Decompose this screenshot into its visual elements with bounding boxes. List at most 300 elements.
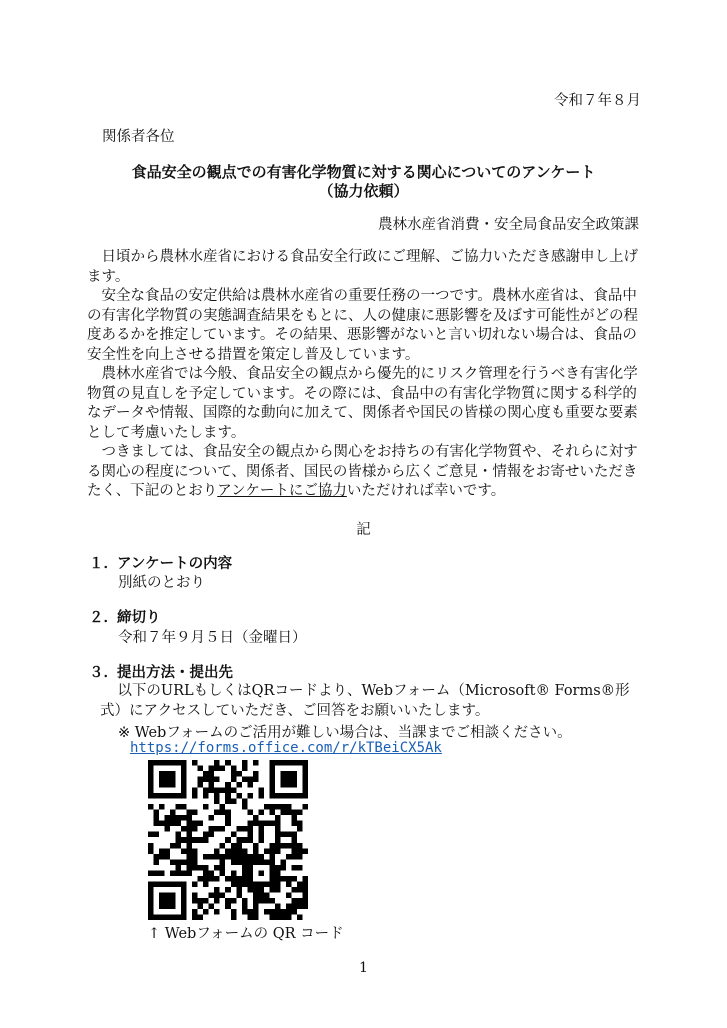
qr-module (286, 843, 292, 849)
qr-module (231, 848, 237, 854)
qr-module (275, 793, 281, 799)
qr-module (220, 826, 226, 832)
qr-module (236, 859, 242, 865)
qr-module (286, 810, 292, 816)
qr-module (247, 837, 253, 843)
qr-module (203, 771, 209, 777)
request-underlined-text: アンケートにご協力 (217, 483, 347, 499)
qr-module (253, 843, 259, 849)
qr-module (269, 821, 275, 827)
qr-module (154, 870, 160, 876)
qr-module (148, 843, 154, 849)
qr-module (181, 782, 187, 788)
qr-module (253, 777, 259, 783)
qr-module (258, 870, 264, 876)
qr-module (220, 865, 226, 871)
qr-module (214, 854, 220, 860)
qr-module (280, 914, 286, 920)
qr-module (209, 854, 215, 860)
qr-module (242, 854, 248, 860)
qr-module (148, 793, 154, 799)
qr-module (247, 870, 253, 876)
qr-module (275, 826, 281, 832)
qr-module (170, 777, 176, 783)
qr-module (264, 909, 270, 915)
qr-module (231, 881, 237, 887)
addressee: 関係者各位 (102, 129, 175, 145)
qr-module (220, 870, 226, 876)
qr-module (242, 881, 248, 887)
qr-module (264, 881, 270, 887)
qr-module (291, 843, 297, 849)
qr-module (269, 881, 275, 887)
qr-module (148, 892, 154, 898)
qr-module (181, 815, 187, 821)
qr-module (236, 876, 242, 882)
qr-module (225, 837, 231, 843)
qr-module (159, 804, 165, 810)
qr-module (253, 848, 259, 854)
qr-module (159, 782, 165, 788)
qr-module (231, 854, 237, 860)
qr-module (209, 766, 215, 772)
qr-module (269, 876, 275, 882)
qr-module (231, 777, 237, 783)
qr-module (209, 892, 215, 898)
qr-module (242, 865, 248, 871)
qr-module (192, 892, 198, 898)
ki-marker: 記 (356, 522, 371, 538)
qr-module (225, 810, 231, 816)
qr-module (231, 914, 237, 920)
qr-module (286, 881, 292, 887)
qr-module (170, 815, 176, 821)
qr-module (214, 760, 220, 766)
qr-module (286, 782, 292, 788)
qr-module (148, 887, 154, 893)
qr-module (302, 876, 308, 882)
section-2-title: 締切り (117, 610, 161, 626)
qr-module (275, 843, 281, 849)
qr-module (198, 898, 204, 904)
qr-module (258, 810, 264, 816)
qr-module (302, 788, 308, 794)
qr-module (159, 854, 165, 860)
qr-module (242, 848, 248, 854)
request-text-before: つきましては、食品安全の観点から関心をお持ちの有害化学物質や、それらに対する関心の程度について、関係者、国民の皆様から広くご意見・情報をお寄せいただきたく、下記のとおり (87, 444, 638, 499)
qr-module (209, 903, 215, 909)
qr-module (297, 760, 303, 766)
qr-module (225, 903, 231, 909)
qr-module (269, 909, 275, 915)
qr-module (286, 876, 292, 882)
qr-module (148, 760, 154, 766)
qr-module (280, 832, 286, 838)
qr-module (220, 788, 226, 794)
qr-module (165, 848, 171, 854)
qr-module (165, 771, 171, 777)
qr-module (148, 782, 154, 788)
qr-module (154, 760, 160, 766)
qr-module (280, 876, 286, 882)
body-text (87, 248, 647, 502)
qr-module (231, 832, 237, 838)
qr-module (176, 821, 182, 827)
qr-module (192, 865, 198, 871)
qr-module (264, 892, 270, 898)
qr-module (203, 854, 209, 860)
qr-module (264, 821, 270, 827)
qr-module (203, 870, 209, 876)
qr-module (264, 859, 270, 865)
qr-module (291, 777, 297, 783)
qr-module (159, 821, 165, 827)
qr-module (242, 760, 248, 766)
qr-module (214, 788, 220, 794)
qr-module (302, 887, 308, 893)
qr-module (209, 870, 215, 876)
qr-module (302, 804, 308, 810)
qr-module (187, 837, 193, 843)
qr-module (192, 821, 198, 827)
qr-module (203, 898, 209, 904)
qr-module (192, 914, 198, 920)
qr-module (247, 826, 253, 832)
qr-module (170, 898, 176, 904)
qr-module (236, 782, 242, 788)
qr-module (192, 898, 198, 904)
qr-module (181, 859, 187, 865)
qr-module (253, 898, 259, 904)
qr-module (275, 821, 281, 827)
qr-module (236, 826, 242, 832)
qr-module (220, 766, 226, 772)
qr-module (209, 782, 215, 788)
qr-module (187, 859, 193, 865)
qr-module (280, 771, 286, 777)
qr-module (214, 848, 220, 854)
qr-module (214, 793, 220, 799)
qr-module (302, 881, 308, 887)
qr-module (214, 887, 220, 893)
section-1-heading (89, 552, 232, 573)
qr-module (253, 903, 259, 909)
qr-module (148, 788, 154, 794)
qr-module (269, 898, 275, 904)
qr-module (280, 843, 286, 849)
qr-module (181, 804, 187, 810)
qr-module (297, 887, 303, 893)
qr-module (148, 766, 154, 772)
qr-module (192, 881, 198, 887)
qr-module (209, 826, 215, 832)
qr-module (154, 832, 160, 838)
qr-module (220, 843, 226, 849)
qr-module (275, 865, 281, 871)
qr-module (159, 892, 165, 898)
qr-module (269, 760, 275, 766)
qr-module (176, 815, 182, 821)
qr-module (181, 766, 187, 772)
qr-module (165, 898, 171, 904)
qr-module (275, 760, 281, 766)
qr-module (148, 914, 154, 920)
qr-module (291, 898, 297, 904)
qr-module (165, 903, 171, 909)
qr-module (181, 898, 187, 904)
qr-module (165, 854, 171, 860)
qr-module (225, 788, 231, 794)
qr-module (258, 887, 264, 893)
qr-module (220, 859, 226, 865)
qr-module (280, 865, 286, 871)
qr-module (165, 782, 171, 788)
qr-module (231, 876, 237, 882)
qr-module (165, 793, 171, 799)
qr-module (192, 760, 198, 766)
qr-module (148, 881, 154, 887)
qr-module (214, 909, 220, 915)
qr-module (247, 881, 253, 887)
section-1-title: アンケートの内容 (117, 556, 233, 572)
qr-module (220, 804, 226, 810)
qr-module (291, 760, 297, 766)
qr-module (181, 914, 187, 920)
qr-module (258, 821, 264, 827)
paragraph-review: 農林水産省では今般、食品安全の観点から優先的にリスク管理を行うべき有害化学物質の見直しを予定しています。その際には、食品中の有害化学物質に関する科学的なデータや情報、国際的な動向に加えて、関係者や国民の皆様の関心度も重要な要素として考慮いたします。 (87, 366, 638, 441)
qr-module (286, 914, 292, 920)
qr-module (258, 832, 264, 838)
qr-module (198, 782, 204, 788)
qr-module (192, 909, 198, 915)
qr-module (286, 903, 292, 909)
section-1-body: 別紙のとおり (118, 575, 205, 591)
qr-module (181, 870, 187, 876)
qr-module (198, 821, 204, 827)
qr-module (280, 859, 286, 865)
qr-module (176, 837, 182, 843)
qr-module (297, 881, 303, 887)
qr-module (231, 870, 237, 876)
qr-module (154, 881, 160, 887)
qr-module (159, 777, 165, 783)
qr-module (203, 881, 209, 887)
qr-module (242, 909, 248, 915)
qr-module (286, 793, 292, 799)
qr-module (253, 760, 259, 766)
qr-module (220, 854, 226, 860)
qr-module (170, 881, 176, 887)
qr-module (170, 821, 176, 827)
qr-module (291, 821, 297, 827)
qr-module (291, 848, 297, 854)
qr-module (159, 760, 165, 766)
qr-module (165, 826, 171, 832)
qr-module (242, 837, 248, 843)
qr-module (286, 760, 292, 766)
qr-module (170, 793, 176, 799)
qr-module (297, 826, 303, 832)
qr-module (247, 914, 253, 920)
qr-module (264, 804, 270, 810)
section-3-title: 提出方法・提出先 (117, 665, 233, 681)
qr-module (192, 788, 198, 794)
qr-module (209, 832, 215, 838)
qr-module (258, 898, 264, 904)
qr-module (165, 815, 171, 821)
qr-module (165, 892, 171, 898)
qr-module (154, 810, 160, 816)
qr-module (165, 760, 171, 766)
qr-module (275, 876, 281, 882)
qr-module (269, 804, 275, 810)
qr-module (286, 832, 292, 838)
qr-module (170, 771, 176, 777)
qr-module (253, 821, 259, 827)
qr-module (181, 892, 187, 898)
page-number: 1 (359, 960, 368, 976)
qr-module (275, 881, 281, 887)
qr-module (209, 876, 215, 882)
qr-module (286, 892, 292, 898)
qr-module (247, 876, 253, 882)
qr-module (231, 771, 237, 777)
section-2-heading (89, 606, 161, 627)
qr-module (253, 892, 259, 898)
qr-module (247, 821, 253, 827)
qr-module (214, 898, 220, 904)
qr-module (187, 848, 193, 854)
qr-module (242, 870, 248, 876)
qr-module (198, 777, 204, 783)
qr-module (291, 837, 297, 843)
qr-module (253, 881, 259, 887)
qr-module (280, 782, 286, 788)
qr-module (176, 859, 182, 865)
qr-module (253, 815, 259, 821)
qr-module (275, 870, 281, 876)
qr-module (181, 771, 187, 777)
qr-module (302, 892, 308, 898)
section-3-heading (89, 661, 233, 682)
qr-module (269, 788, 275, 794)
qr-module (187, 843, 193, 849)
form-link[interactable]: https://forms.office.com/r/kTBeiCX5Ak (130, 740, 442, 756)
qr-module (209, 815, 215, 821)
qr-module (258, 854, 264, 860)
qr-module (269, 843, 275, 849)
qr-module (159, 898, 165, 904)
qr-module (154, 793, 160, 799)
qr-module (297, 903, 303, 909)
qr-module (176, 760, 182, 766)
qr-module (297, 821, 303, 827)
section-2-body: 令和７年９月５日（金曜日） (118, 630, 307, 646)
qr-module (247, 782, 253, 788)
qr-module (225, 782, 231, 788)
qr-module (242, 859, 248, 865)
qr-module (280, 793, 286, 799)
qr-module (236, 843, 242, 849)
qr-module (154, 859, 160, 865)
qr-module (258, 788, 264, 794)
qr-module (258, 881, 264, 887)
qr-module (148, 848, 154, 854)
qr-module (148, 777, 154, 783)
qr-module (225, 821, 231, 827)
qr-module (286, 804, 292, 810)
qr-module (220, 810, 226, 816)
qr-module (231, 909, 237, 915)
qr-module (269, 810, 275, 816)
qr-module (159, 881, 165, 887)
qr-module (280, 777, 286, 783)
qr-module (198, 865, 204, 871)
qr-module (198, 903, 204, 909)
qr-module (242, 876, 248, 882)
qr-module (286, 771, 292, 777)
qr-module (275, 914, 281, 920)
qr-module (247, 777, 253, 783)
qr-module (192, 837, 198, 843)
qr-module (176, 870, 182, 876)
qr-module (269, 777, 275, 783)
qr-module (214, 777, 220, 783)
qr-module (148, 909, 154, 915)
qr-module (181, 848, 187, 854)
qr-module (242, 898, 248, 904)
qr-module (187, 810, 193, 816)
qr-module (154, 821, 160, 827)
qr-module (269, 771, 275, 777)
document-date: 令和７年８月 (554, 93, 641, 109)
qr-module (258, 837, 264, 843)
qr-module (203, 837, 209, 843)
qr-module (258, 793, 264, 799)
qr-module (170, 810, 176, 816)
qr-module (181, 903, 187, 909)
qr-module (236, 892, 242, 898)
qr-module (302, 793, 308, 799)
qr-module (231, 766, 237, 772)
qr-module (302, 766, 308, 772)
qr-module (291, 810, 297, 816)
qr-module (225, 760, 231, 766)
qr-module (165, 914, 171, 920)
qr-module (297, 898, 303, 904)
qr-module (198, 914, 204, 920)
qr-module (203, 832, 209, 838)
document-title: 食品安全の観点での有害化学物質に対する関心についてのアンケート (131, 163, 596, 181)
qr-module (192, 848, 198, 854)
section-3-number: ３． (89, 665, 118, 681)
qr-module (302, 777, 308, 783)
qr-module (148, 898, 154, 904)
qr-module (187, 854, 193, 860)
qr-module (242, 799, 248, 805)
qr-module (264, 848, 270, 854)
qr-module (302, 898, 308, 904)
qr-module (181, 826, 187, 832)
qr-module (291, 887, 297, 893)
section-3-note: ※ Webフォームのご活用が難しい場合は、当課までご相談ください。 (118, 725, 572, 741)
qr-module (275, 832, 281, 838)
qr-module (269, 859, 275, 865)
qr-module (148, 804, 154, 810)
qr-module (203, 804, 209, 810)
qr-module (214, 766, 220, 772)
qr-module (203, 909, 209, 915)
